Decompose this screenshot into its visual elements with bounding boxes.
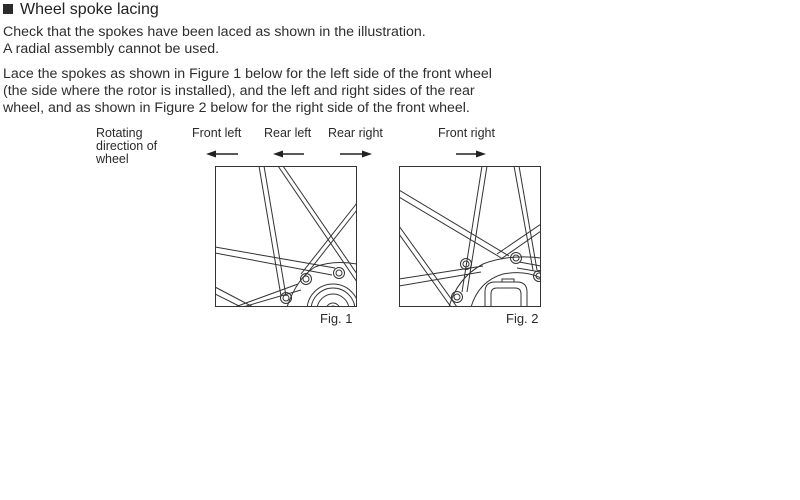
direction-label-front-left: Front left (192, 126, 242, 140)
paragraph-line: (the side where the rotor is installed), and the left and right sides of the rear (3, 83, 475, 99)
label-line: direction of (96, 139, 158, 153)
paragraph-line: Check that the spokes have been laced as shown in the illustration. (3, 24, 426, 40)
paragraph-line: wheel, and as shown in Figure 2 below for the right side of the front wheel. (3, 100, 470, 116)
label-line: wheel (96, 152, 129, 166)
figure-2-illustration (399, 166, 542, 308)
right-arrow-icon (340, 151, 372, 158)
label-line: Rotating (96, 126, 143, 140)
right-arrow-icon (456, 151, 486, 158)
figure-1-caption: Fig. 1 (320, 311, 353, 326)
paragraph-line: A radial assembly cannot be used. (3, 41, 220, 57)
section-title: Wheel spoke lacing (20, 1, 159, 18)
direction-label-rear-left: Rear left (264, 126, 312, 140)
direction-label-rear-right: Rear right (328, 126, 383, 140)
paragraph-line: Lace the spokes as shown in Figure 1 below for the left side of the front wheel (3, 66, 492, 82)
figure-1-illustration (215, 166, 358, 308)
direction-label-front-right: Front right (438, 126, 495, 140)
figure-2-caption: Fig. 2 (506, 311, 539, 326)
left-arrow-icon (206, 151, 238, 158)
left-arrow-icon (273, 151, 304, 158)
